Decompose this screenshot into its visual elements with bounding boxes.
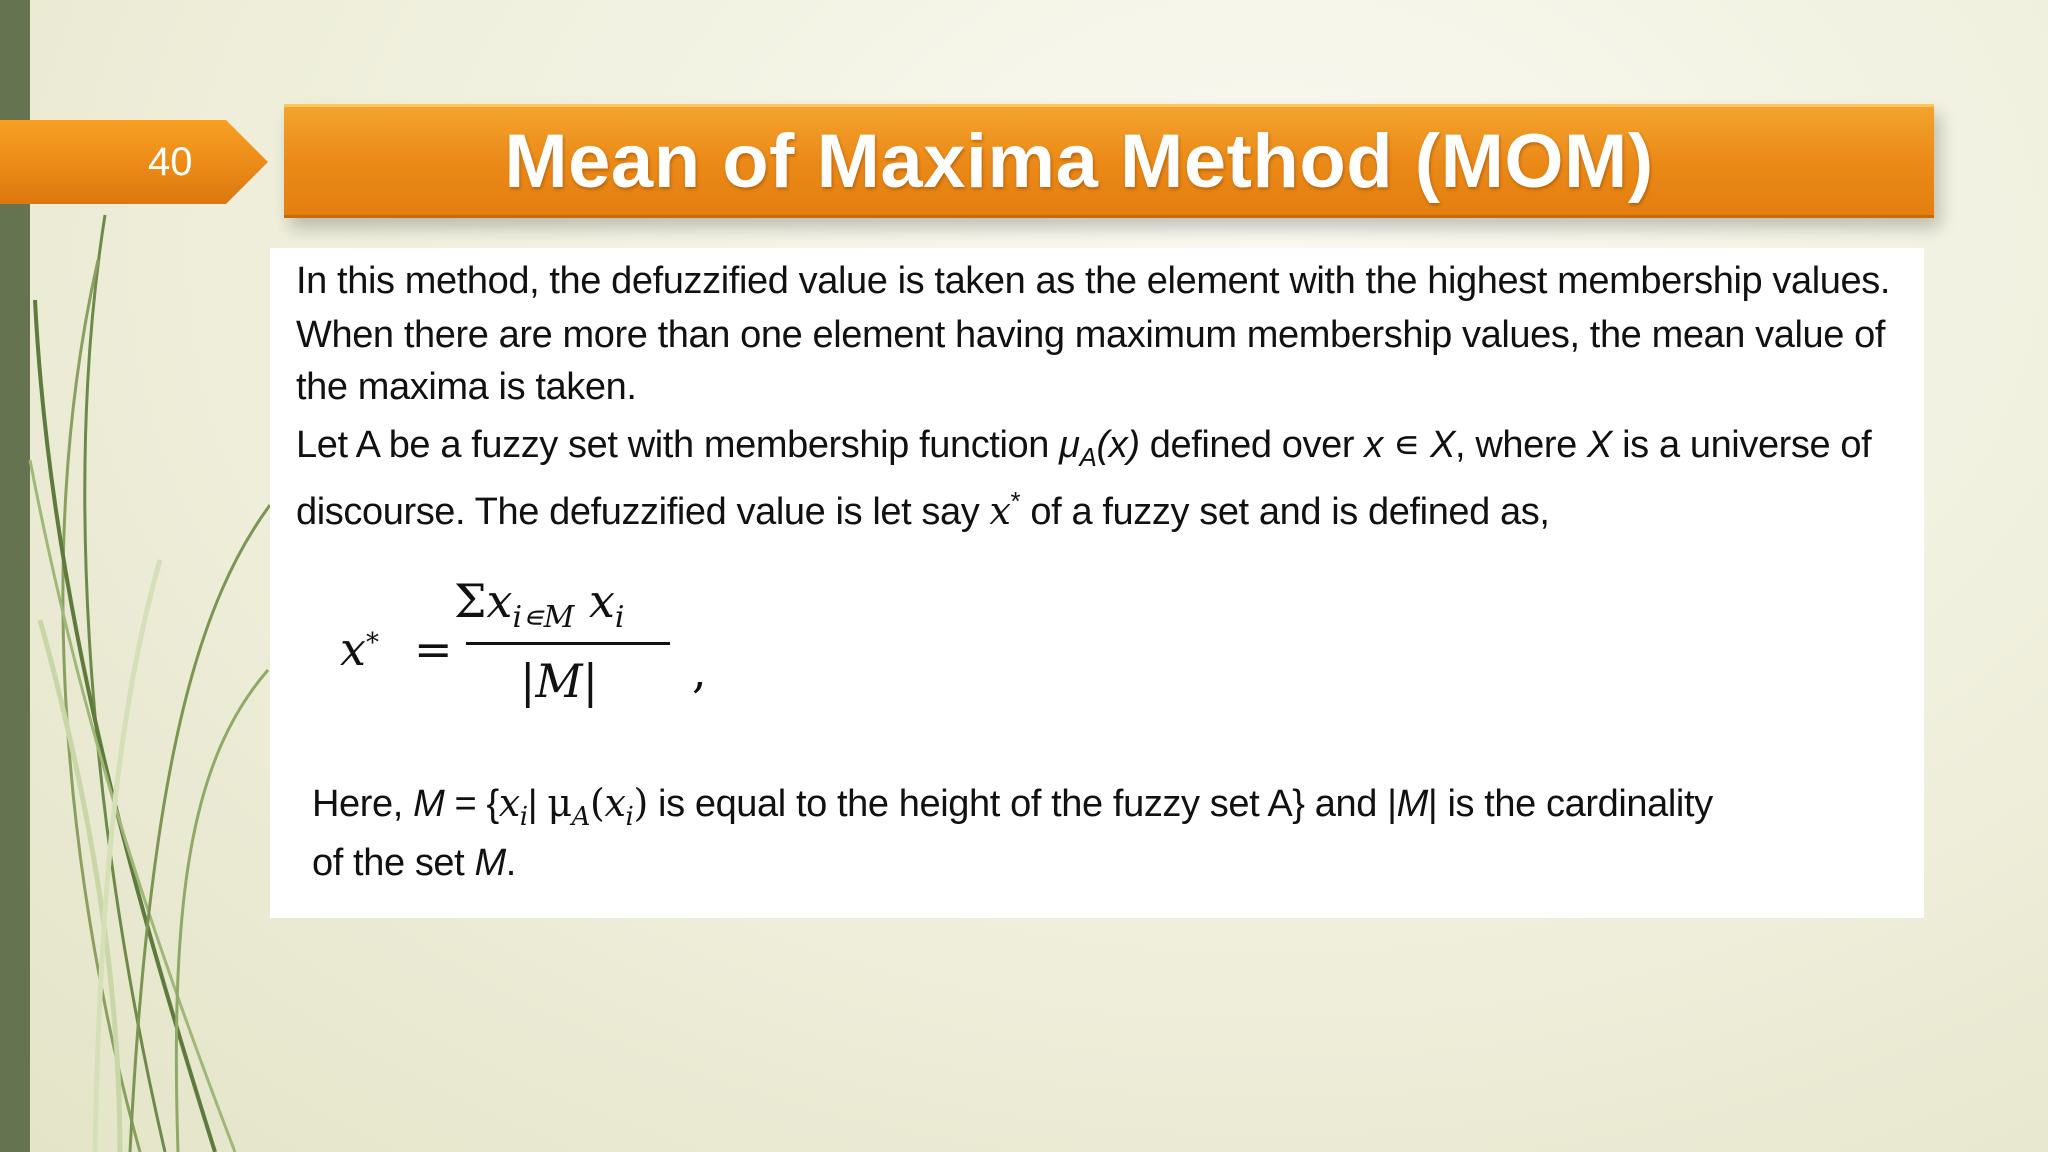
title-banner	[284, 104, 1934, 218]
fraction-bar	[466, 642, 670, 645]
formula-numerator: $\Sigma x_{i∊M}$ $x_i$	[454, 574, 625, 635]
definition-line-2: discourse. The defuzzified value is let say x* of a fuzzy set and is defined as,	[296, 486, 1550, 533]
paragraph-line-3: the maxima is taken.	[296, 366, 637, 408]
slide-number: 40	[148, 140, 193, 184]
paragraph-line-2: When there are more than one element having maximum membership values, the mean value of	[296, 314, 1886, 356]
mom-formula	[340, 574, 760, 724]
formula-lhs: x*	[340, 622, 379, 676]
content-card	[270, 248, 1924, 918]
explanation-line-1: Here, $M = \{x_i|$ $\mu_A(x_i)$ is equal to the height of the fuzzy set A} and |M| is the cardinality	[312, 781, 1713, 832]
formula-comma: ,	[692, 644, 707, 698]
formula-equals: =	[414, 622, 453, 676]
formula-denominator: |M|	[520, 654, 599, 708]
definition-line-1: Let A be a fuzzy set with membership function $\mu_A(x)$ defined over x ∊ X, where X is a universe of	[296, 424, 1872, 472]
paragraph-line-1: In this method, the defuzzified value is taken as the element with the highest membership values.	[296, 260, 1890, 302]
slide-number-tab	[0, 120, 268, 204]
explanation-line-2: of the set M.	[312, 842, 516, 884]
page-title: Mean of Maxima Method (MOM)	[504, 118, 1654, 204]
